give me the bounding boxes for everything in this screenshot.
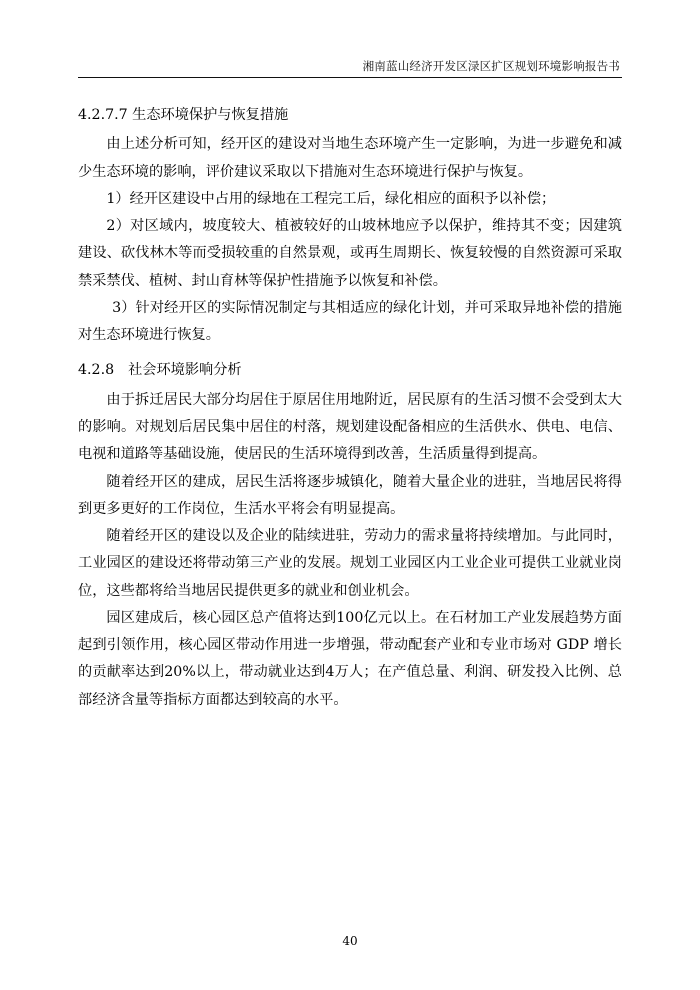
page-header: 湘南蓝山经济开发区渌区扩区规划环境影响报告书 xyxy=(362,59,620,73)
paragraph: 由上述分析可知，经开区的建设对当地生态环境产生一定影响，为进一步避免和减少生态环境的影响，评价建议采取以下措施对生态环境进行保护与恢复。 xyxy=(78,136,622,180)
paragraph: 随着经开区的建设以及企业的陆续进驻，劳动力的需求量将持续增加。与此同时，工业园区的建设还将带动第三产业的发展。规划工业园区内工业企业可提供工业就业岗位，这些都将给当地居民提供更多的就业和创业机会。 xyxy=(78,528,622,599)
section-title: 社会环境影响分析 xyxy=(128,362,242,379)
section-number: 4.2.8 xyxy=(78,362,115,379)
page-number: 40 xyxy=(342,934,358,948)
paragraph: 由于拆迁居民大部分均居住于原居住用地附近，居民原有的生活习惯不会受到太大的影响。对规划后居民集中居住的村落，规划建设配备相应的生活供水、供电、电信、电视和道路等基础设施，使居民的生活环境得到改善，生活质量得到提高。 xyxy=(78,391,622,463)
paragraph: 随着经开区的建成，居民生活将逐步城镇化，随着大量企业的进驻，当地居民将得到更多更好的工作岗位，生活水平将会有明显提高。 xyxy=(78,473,622,517)
paragraph: 1）经开区建设中占用的绿地在工程完工后，绿化相应的面积予以补偿； xyxy=(106,190,556,207)
paragraph: 园区建成后，核心园区总产值将达到100亿元以上。在石材加工产业发展趋势方面起到引领作用，核心园区带动作用进一步增强，带动配套产业和专业市场对 GDP 增长的贡献率达到20%以上，带动就业达到4万人；在产值总量、利润、研发投入比例、总部经济含量等指标方面都达到较高的水平。 xyxy=(78,609,622,708)
paragraph: 2）对区域内，坡度较大、植被较好的山坡林地应予以保护，维持其不变；因建筑建设、砍伐林木等而受损较重的自然景观，或再生周期长、恢复较慢的自然资源可采取禁采禁伐、植树、封山育林等保护性措施予以恢复和补偿。 xyxy=(78,218,622,289)
paragraph: 3）针对经开区的实际情况制定与其相适应的绿化计划，并可采取异地补偿的措施对生态环境进行恢复。 xyxy=(78,299,622,344)
header-divider xyxy=(78,77,622,78)
section-heading-4-2-8 xyxy=(78,357,622,384)
section-heading-4-2-7-7: 4.2.7.7 生态环境保护与恢复措施 xyxy=(78,107,289,124)
document-body xyxy=(78,102,622,714)
